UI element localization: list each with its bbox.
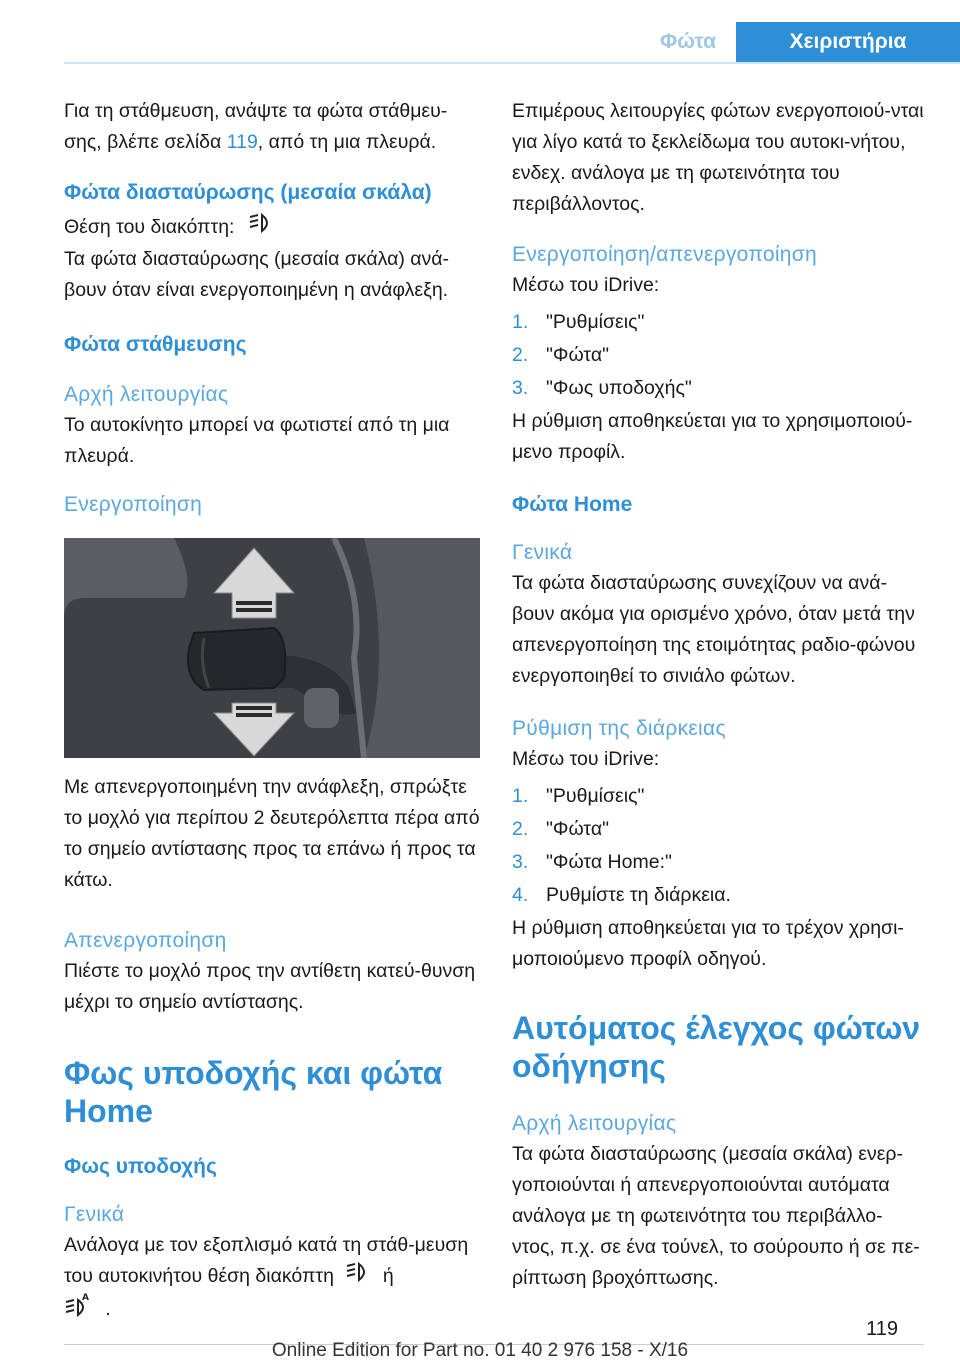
switch-position-line [64,212,484,244]
steps-welcome-light [512,307,924,404]
switch-position-label: Θέση του διακόπτη: [64,216,235,239]
deactivation-text: Πιέστε το μοχλό προς την αντίθετη κατεύ-θυνση μέχρι το σημείο αντίστασης. [64,960,476,1013]
heading-welcome-home: Φως υποδοχής και φώτα Home [64,1055,443,1129]
right-column [512,96,924,1294]
step-item [512,307,924,338]
step-text[interactable]: "Φώτα" [546,344,610,366]
heading-general: Γενικά [64,1203,125,1226]
step-number: 1. [512,311,529,333]
dipped-beam-text: Τα φώτα διασταύρωσης (μεσαία σκάλα) ανά-βουν όταν είναι ενεργοποιημένη η ανάφλεξη. [64,248,450,301]
home-lights-text: Τα φώτα διασταύρωσης συνεχίζουν να ανά-βουν ακόμα για ορισμένο χρόνο, όταν μετά την απενεργοποίηση της ετοιμότητας ραδιο-φώνου ενεργοποιηθεί το σινιάλο φώτων. [512,572,916,687]
step-text[interactable]: "Ρυθμίσεις" [546,311,645,333]
heading-activation: Ενεργοποίηση [64,493,203,516]
general-text-or: ή [382,1265,394,1288]
heading-principle: Αρχή λειτουργίας [64,383,229,406]
lever-illustration [64,538,480,758]
step-number: 3. [512,851,529,873]
general-text-end: . [105,1298,111,1321]
step-item [512,781,924,812]
step-item [512,373,924,404]
general-text-body: Ανάλογα με τον εξοπλισμό κατά τη στάθ-μευση του αυτοκινήτου θέση διακόπτη [64,1234,469,1288]
heading-home-lights: Φώτα Home [512,493,633,516]
heading-parking-lights: Φώτα στάθμευσης [64,333,247,356]
lever-diagram [64,538,480,758]
heading-deactivation: Απενεργοποίηση [64,929,227,952]
saved-profile-text: Η ρύθμιση αποθηκεύεται για το χρησιμοποιού-μενο προφίλ. [512,410,913,463]
heading-welcome-light: Φως υποδοχής [64,1155,217,1178]
principle-text: Το αυτοκίνητο μπορεί να φωτιστεί από τη μια πλευρά. [64,414,450,467]
heading-dipped-beam: Φώτα διασταύρωσης (μεσαία σκάλα) [64,181,432,204]
step-text[interactable]: "Φως υποδοχής" [546,377,692,399]
left-column [64,96,484,1327]
low-beam-icon [345,1261,371,1293]
step-number: 4. [512,884,529,906]
step-item [512,880,924,911]
welcome-intro-text: Επιμέρους λειτουργίες φώτων ενεργοποιού-νται για λίγο κατά το ξεκλείδωμα του αυτοκι-νήτου, ενδεχ. ανάλογα με τη φωτεινότητα του περιβάλλοντος. [512,100,924,215]
step-item [512,814,924,845]
step-item [512,340,924,371]
header-bar [64,22,960,64]
steps-home-lights [512,781,924,911]
heading-on-off: Ενεργοποίηση/απενεργοποίηση [512,243,818,266]
step-number: 1. [512,785,529,807]
heading-auto-lights: Αυτόματος έλεγχος φώτων οδήγησης [512,1010,921,1084]
svg-text:A: A [82,1293,89,1303]
auto-light-icon [64,1293,94,1327]
step-text[interactable]: "Φώτα Home:" [546,851,672,873]
heading-general: Γενικά [512,541,573,564]
intro-text-end: , από τη μια πλευρά. [257,131,437,153]
step-text: Ρυθμίστε τη διάρκεια. [546,884,731,906]
low-beam-icon [248,212,274,244]
general-text [64,1230,484,1327]
tab-chapter[interactable]: Χειριστήρια [736,22,960,62]
edition-footer: Online Edition for Part no. 01 40 2 976 158 - X/16 [271,1340,689,1361]
tab-section[interactable]: Φώτα [659,30,717,53]
heading-duration: Ρύθμιση της διάρκειας [512,717,726,740]
page-link[interactable]: 119 [226,131,258,153]
intro-paragraph [64,96,484,158]
step-item [512,847,924,878]
step-number: 2. [512,344,529,366]
auto-lights-text: Τα φώτα διασταύρωσης (μεσαία σκάλα) ενερ-γοποιούνται ή απενεργοποιούνται αυτόματα ανάλογα με τη φωτεινότητα του περιβάλλο-ντος, π.χ. σε ένα τούνελ, το σούρουπο ή σε πε-ρίπτωση βροχόπτωσης. [512,1143,920,1289]
activation-text: Με απενεργοποιημένη την ανάφλεξη, σπρώξτε το μοχλό για περίπου 2 δευτερόλεπτα πέρα από το σημείο αντίστασης προς τα επάνω ή προς τα κάτω. [64,776,480,891]
step-number: 2. [512,818,529,840]
heading-principle: Αρχή λειτουργίας [512,1112,677,1135]
via-idrive-label: Μέσω του iDrive: [512,748,660,770]
saved-driver-text: Η ρύθμιση αποθηκεύεται για το τρέχον χρησι-μοποιούμενο προφίλ οδηγού. [512,917,904,970]
intro-text: Για τη στάθμευση, ανάψτε τα φώτα στάθμευ-σης, βλέπε σελίδα [64,100,448,153]
step-text[interactable]: "Φώτα" [546,818,610,840]
step-number: 3. [512,377,529,399]
via-idrive-label: Μέσω του iDrive: [512,274,660,296]
step-text[interactable]: "Ρυθμίσεις" [546,785,645,807]
page-number: 119 [866,1318,898,1340]
